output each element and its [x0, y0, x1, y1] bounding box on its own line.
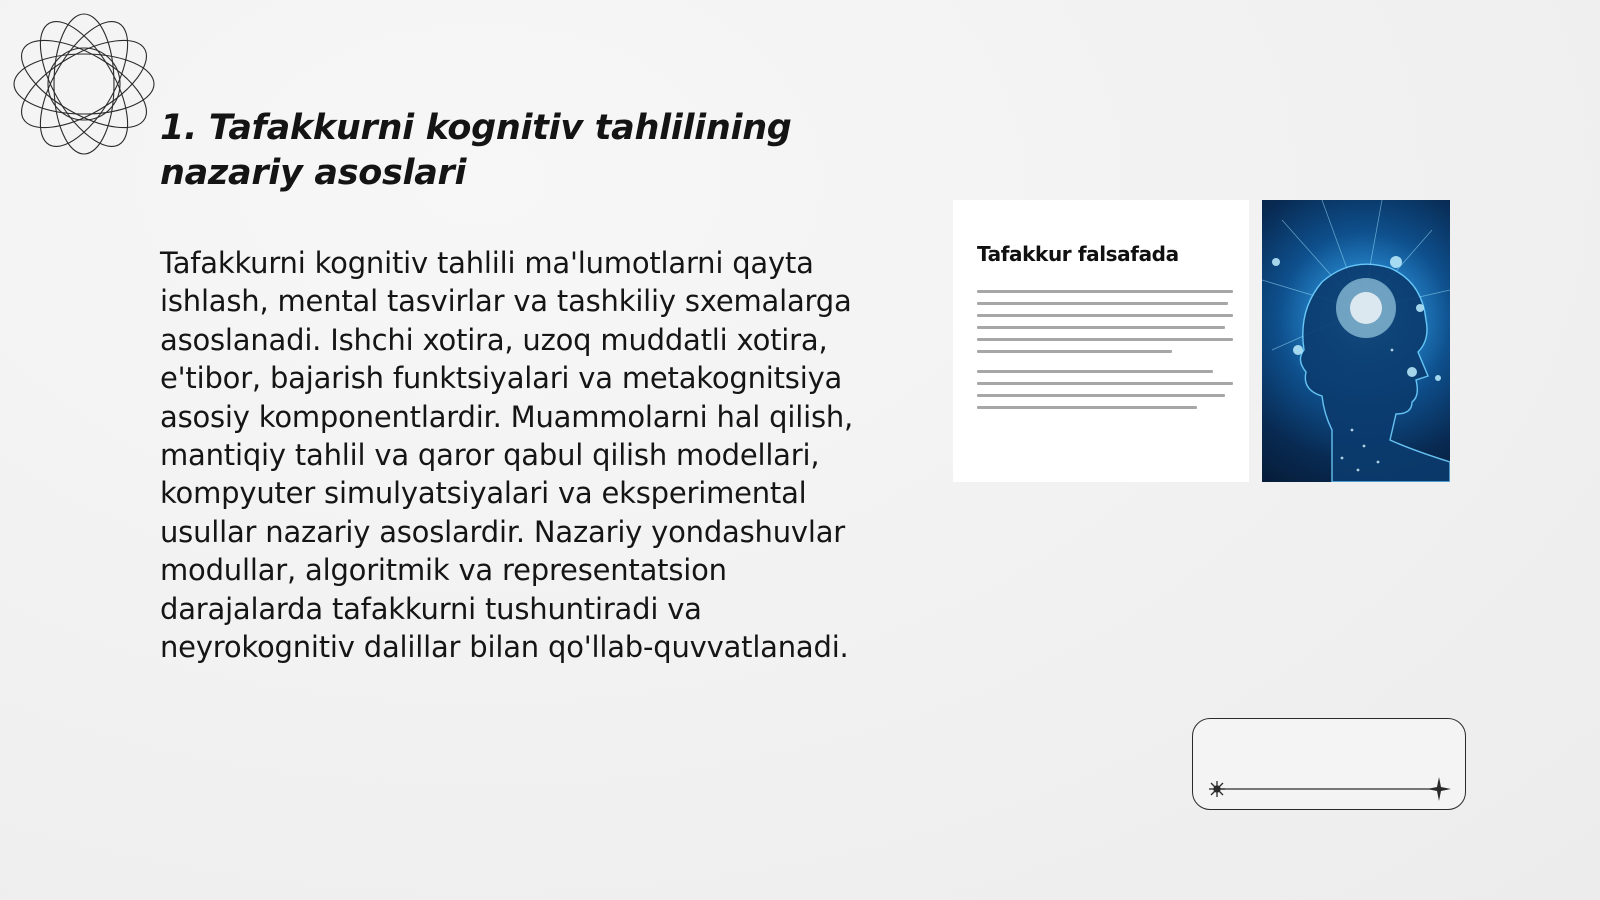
- orbit-rings-icon: [10, 10, 158, 158]
- sparkle-star-icon: [1427, 777, 1451, 801]
- thumbnail-title: Tafakkur falsafada: [977, 242, 1179, 266]
- slide-title: 1. Tafakkurni kognitiv tahlilining nazariy asoslari: [160, 108, 792, 193]
- slide-body-text: Tafakkurni kognitiv tahlili ma'lumotlarni qayta ishlash, mental tasvirlar va tashkiliy sxemalarga asoslanadi. Ishchi xotira, uzoq muddatli xotira, e'tibor, bajarish funktsiyalari va metakognitsiya asosiy komponentlardir. Muammolarni hal qilish, mantiqiy tahlil va qaror qabul qilish modellari, kompyuter simulyatsiyalari va eksperimental usullar nazariy asoslardir. Nazariy yondashuvlar modullar, algoritmik va representatsion darajalarda tafakkurni tushuntiradi va neyrokognitiv dalillar bilan qo'llab-quvvatlanadi.: [160, 246, 854, 665]
- sun-burst-icon: [1209, 781, 1225, 797]
- thumbnail-paragraph-1: [977, 290, 1233, 362]
- thumbnail-page: [953, 200, 1249, 482]
- glowing-head-brain-illustration: [1262, 200, 1450, 482]
- slide-thumbnail: [953, 200, 1450, 482]
- thumbnail-paragraph-2: [977, 370, 1233, 418]
- decorative-slider-frame: [1192, 718, 1466, 810]
